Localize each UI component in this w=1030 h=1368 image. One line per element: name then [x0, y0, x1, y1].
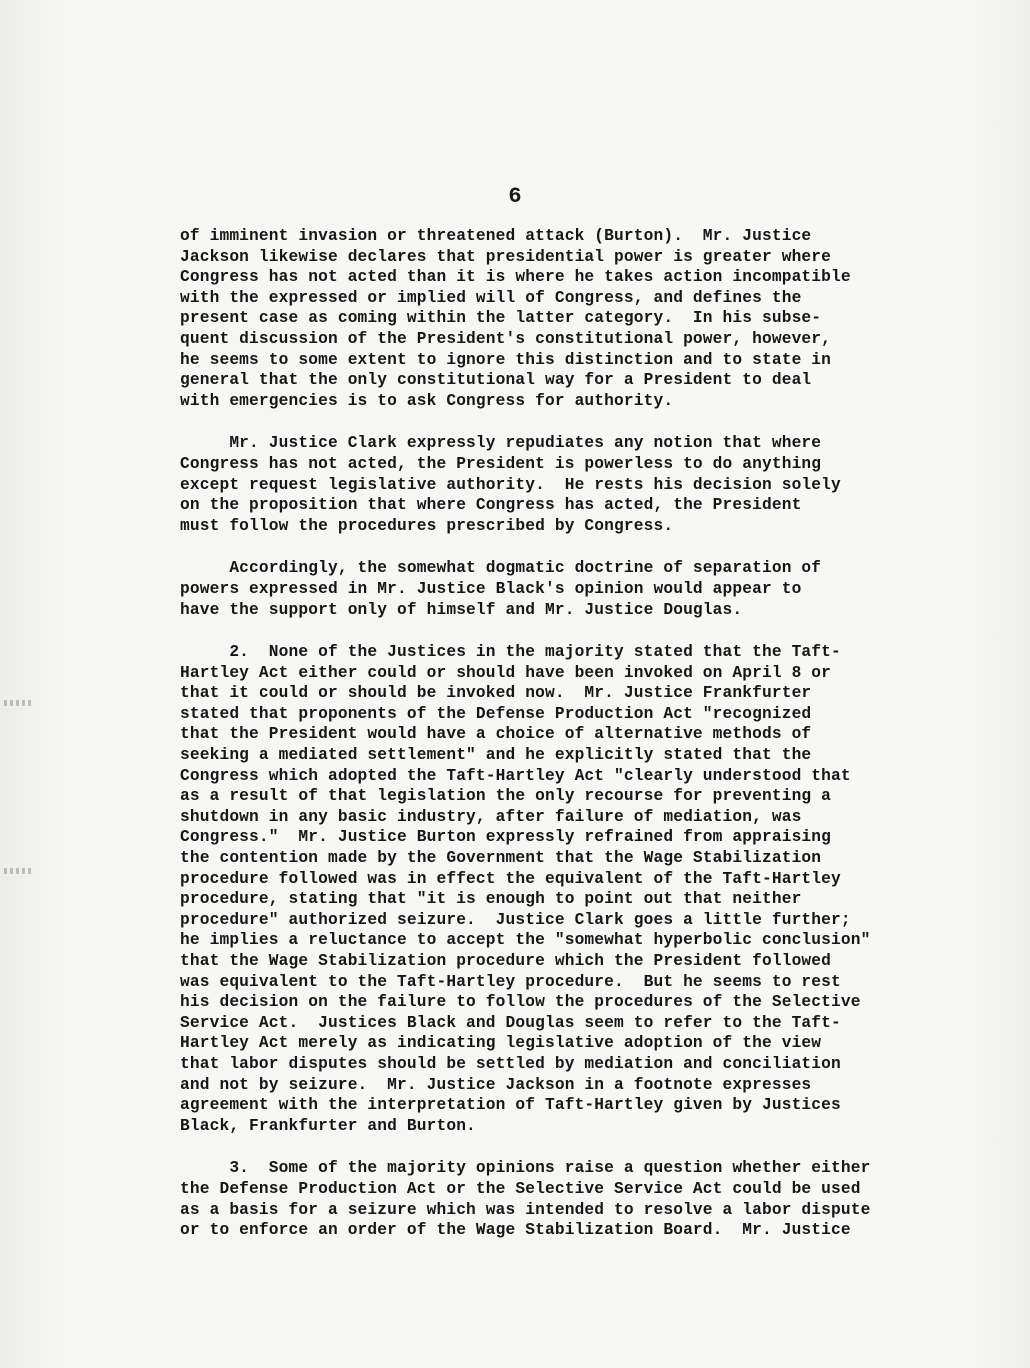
- text-line: Accordingly, the somewhat dogmatic doctrine of separation of: [180, 559, 822, 578]
- text-line: he seems to some extent to ignore this distinction and to state in: [180, 350, 832, 369]
- margin-scan-mark: [4, 868, 32, 874]
- text-line: the Defense Production Act or the Selective Service Act could be used: [180, 1179, 861, 1198]
- text-line: Congress has not acted than it is where he takes action incompatible: [180, 268, 851, 287]
- text-line: 3. Some of the majority opinions raise a question whether either: [180, 1159, 871, 1178]
- margin-scan-mark: [4, 700, 32, 706]
- text-line: with the expressed or implied will of Congress, and defines the: [180, 288, 802, 307]
- text-line: of imminent invasion or threatened attack (Burton). Mr. Justice: [180, 227, 812, 245]
- text-line: procedure followed was in effect the equivalent of the Taft-Hartley: [180, 869, 841, 888]
- text-line: quent discussion of the President's constitutional power, however,: [180, 329, 832, 348]
- text-line: procedure, stating that "it is enough to point out that neither: [180, 890, 802, 909]
- text-line: Mr. Justice Clark expressly repudiates any notion that where: [180, 434, 822, 453]
- document-body: [180, 226, 940, 1263]
- text-line: except request legislative authority. He rests his decision solely: [180, 475, 841, 494]
- text-line: Jackson likewise declares that presidential power is greater where: [180, 247, 832, 266]
- text-line: Black, Frankfurter and Burton.: [180, 1116, 476, 1135]
- paragraph: [180, 1158, 940, 1240]
- text-line: Congress." Mr. Justice Burton expressly refrained from appraising: [180, 828, 832, 847]
- text-line: present case as coming within the latter category. In his subse-: [180, 309, 822, 328]
- text-line: general that the only constitutional way for a President to deal: [180, 371, 812, 390]
- text-line: seeking a mediated settlement" and he explicitly stated that the: [180, 746, 812, 765]
- text-line: he implies a reluctance to accept the "somewhat hyperbolic conclusion": [180, 931, 871, 950]
- text-line: on the proposition that where Congress has acted, the President: [180, 496, 802, 515]
- paragraph: [180, 558, 940, 620]
- text-line: powers expressed in Mr. Justice Black's opinion would appear to: [180, 579, 802, 598]
- text-line: was equivalent to the Taft-Hartley procedure. But he seems to rest: [180, 972, 841, 991]
- text-line: as a result of that legislation the only recourse for preventing a: [180, 787, 832, 806]
- text-line: shutdown in any basic industry, after failure of mediation, was: [180, 807, 802, 826]
- text-line: Congress which adopted the Taft-Hartley Act "clearly understood that: [180, 766, 851, 785]
- text-line: stated that proponents of the Defense Production Act "recognized: [180, 704, 812, 723]
- paragraph: [180, 226, 940, 411]
- text-line: Service Act. Justices Black and Douglas seem to refer to the Taft-: [180, 1013, 841, 1032]
- text-line: with emergencies is to ask Congress for authority.: [180, 391, 674, 410]
- text-line: his decision on the failure to follow the procedures of the Selective: [180, 993, 861, 1012]
- text-line: and not by seizure. Mr. Justice Jackson in a footnote expresses: [180, 1075, 812, 1094]
- text-line: procedure" authorized seizure. Justice Clark goes a little further;: [180, 910, 851, 929]
- text-line: that labor disputes should be settled by mediation and conciliation: [180, 1054, 841, 1073]
- text-line: the contention made by the Government that the Wage Stabilization: [180, 849, 822, 868]
- text-line: or to enforce an order of the Wage Stabilization Board. Mr. Justice: [180, 1221, 851, 1240]
- text-line: as a basis for a seizure which was intended to resolve a labor dispute: [180, 1200, 871, 1219]
- paragraph: [180, 642, 940, 1136]
- text-line: Hartley Act merely as indicating legislative adoption of the view: [180, 1034, 822, 1053]
- text-line: that the Wage Stabilization procedure which the President followed: [180, 952, 832, 970]
- text-line: that it could or should be invoked now. Mr. Justice Frankfurter: [180, 684, 812, 703]
- paragraph: [180, 433, 940, 536]
- text-line: agreement with the interpretation of Taft-Hartley given by Justices: [180, 1096, 841, 1115]
- text-line: Hartley Act either could or should have been invoked on April 8 or: [180, 663, 832, 682]
- text-line: Congress has not acted, the President is powerless to do anything: [180, 454, 822, 473]
- text-line: have the support only of himself and Mr. Justice Douglas.: [180, 600, 743, 619]
- text-line: that the President would have a choice of alternative methods of: [180, 725, 812, 744]
- text-line: 2. None of the Justices in the majority stated that the Taft-: [180, 643, 841, 662]
- text-line: must follow the procedures prescribed by Congress.: [180, 516, 674, 535]
- page-number: 6: [508, 184, 522, 209]
